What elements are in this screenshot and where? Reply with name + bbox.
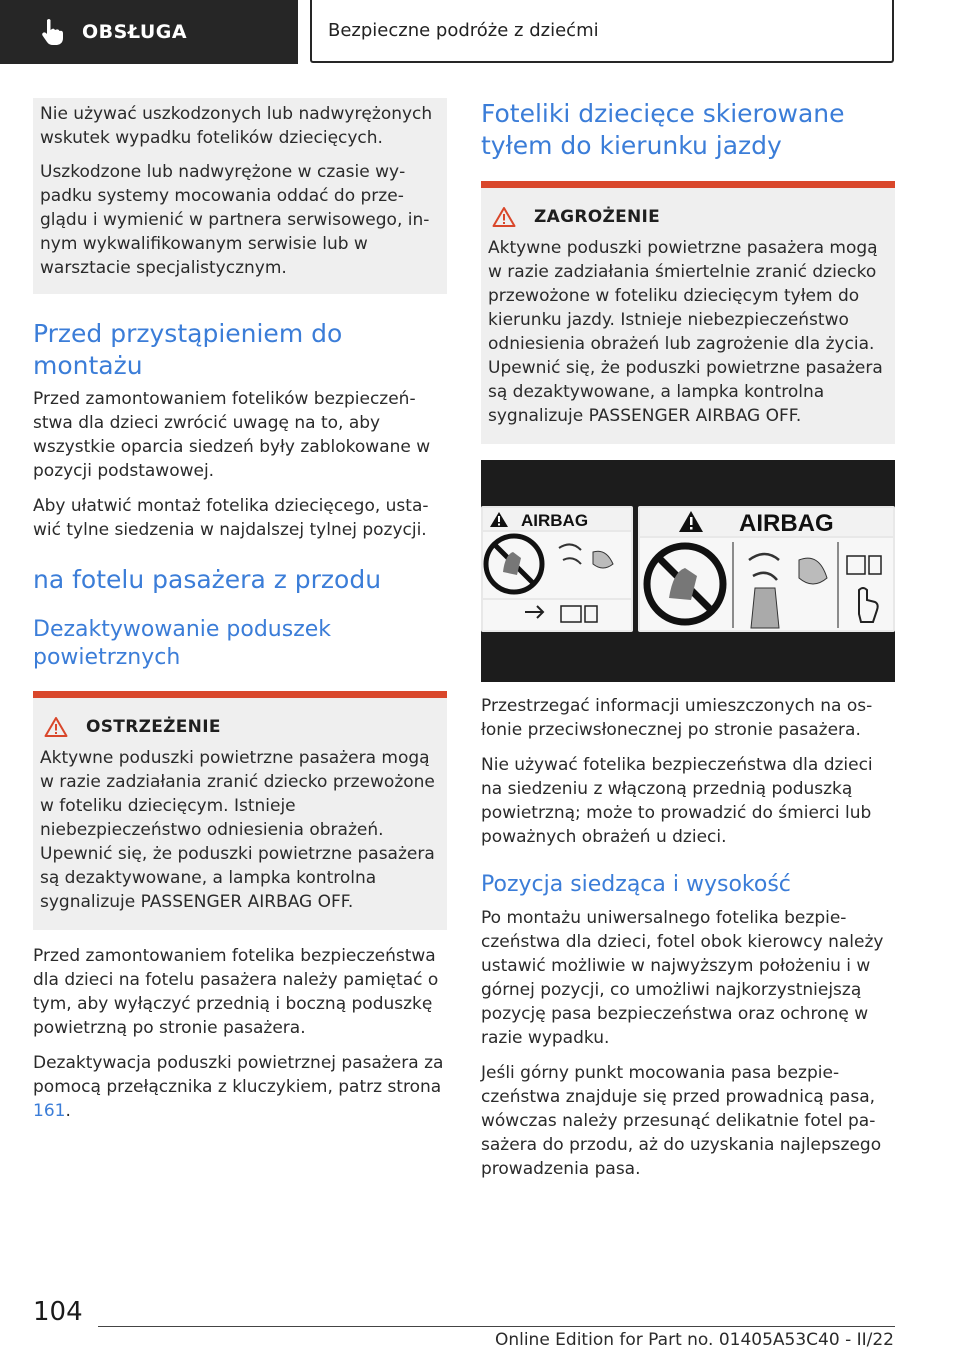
warning-text: Aktywne poduszki powietrzne pasażera mogą w razie zadziałania zranić dziecko przewożone w foteliku dziecięcym. Istnieje niebezpieczeństwo odniesienia obrażeń. Upewnić się, że poduszki powietrzne pasażera są dezaktywowane, a lampka kontrolna sygnalizuje PASSENGER AIRBAG OFF. bbox=[40, 748, 435, 912]
body-paragraph: Aby ułatwić montaż fotelika dziecięcego, ustawić tylne siedzenia w najdalszej tylnej pozycji. bbox=[33, 496, 429, 540]
body-paragraph: Przestrzegać informacji umieszczonych na osłonie przeciwsłonecznej po stronie pasażera. bbox=[481, 696, 873, 740]
section-heading: na fotelu pasażera z przodu bbox=[33, 565, 382, 594]
warning-box bbox=[33, 691, 447, 930]
large-label-text: AIRBAG bbox=[739, 510, 834, 537]
body-paragraph: Jeśli górny punkt mocowania pasa bezpieczeństwa znajduje się przed prowadnicą pasa, wówczas należy przesunąć delikatnie fotel pasażera do przodu, aż do uzyskania najlepszego prowadzenia pasa. bbox=[481, 1063, 882, 1179]
body-text: Dezaktywacja poduszki powietrznej pasażera za pomocą przełącznika z kluczykiem, patrz strona bbox=[33, 1053, 444, 1097]
section-heading: Foteliki dziecięce skierowane tyłem do kierunku jazdy bbox=[481, 99, 845, 160]
body-text-end: . bbox=[65, 1101, 71, 1121]
subsection-heading: Dezaktywowanie poduszek powietrznych bbox=[33, 617, 332, 670]
info-paragraph: Nie używać uszkodzonych lub nadwyrężonych wskutek wypadku fotelików dziecięcych. bbox=[40, 104, 433, 148]
body-paragraph: Nie używać fotelika bezpieczeństwa dla dzieci na siedzeniu z włączoną przednią poduszką powietrzną; może to prowadzić do śmierci lub poważnych obrażeń u dzieci. bbox=[481, 755, 873, 847]
airbag-label-photo bbox=[481, 460, 895, 682]
section-tab[interactable] bbox=[0, 0, 298, 64]
danger-box bbox=[481, 181, 895, 444]
footer-divider bbox=[98, 1326, 895, 1327]
warning-icon bbox=[492, 206, 516, 228]
info-paragraph: Uszkodzone lub nadwyrężone w czasie wypadku systemy mocowania oddać do przeglądu i wymienić w partnera serwisowego, innym wykwalifikowanym serwisie lub w warsztacie specjalistycznym. bbox=[40, 162, 430, 278]
body-paragraph: Przed zamontowaniem fotelika bezpieczeństwa dla dzieci na fotelu pasażera należy pamiętać o tym, aby wyłączyć przednią i boczną poduszkę powietrzną po stronie pasażera. bbox=[33, 946, 439, 1038]
page-link[interactable]: 161 bbox=[33, 1101, 66, 1121]
edition-text: Online Edition for Part no. 01405A53C40 - II/22 bbox=[494, 1330, 894, 1350]
info-box bbox=[33, 98, 447, 294]
body-paragraph: Po montażu uniwersalnego fotelika bezpieczeństwa dla dzieci, fotel obok kierowcy należy ustawić możliwie w najwyższym położeniu i w górnej pozycji, co umożliwi najkorzystniejszą pozycję pasa bezpieczeństwa oraz ochronę w razie wypadku. bbox=[481, 908, 884, 1048]
right-column bbox=[481, 98, 895, 1192]
chapter-header bbox=[310, 0, 894, 63]
page-number: 104 bbox=[33, 1297, 83, 1327]
section-heading: Przed przystąpieniem do montażu bbox=[33, 319, 343, 380]
body-paragraph bbox=[33, 1051, 447, 1123]
warning-title: OSTRZEŻENIE bbox=[86, 717, 221, 737]
danger-title: ZAGROŻENIE bbox=[534, 207, 661, 227]
hand-pointer-icon bbox=[38, 17, 68, 47]
airbag-label-illustration bbox=[481, 460, 895, 682]
small-label-text: AIRBAG bbox=[521, 511, 589, 530]
section-heading: Pozycja siedząca i wysokość bbox=[481, 872, 791, 897]
danger-text: Aktywne poduszki powietrzne pasażera mogą w razie zadziałania śmiertelnie zranić dziecko przewożone w foteliku dziecięcym tyłem do kierunku jazdy. Istnieje niebezpieczeństwo odniesienia obrażeń lub zagrożenie dla życia. Upewnić się, że poduszki powietrzne pasażera są dezaktywowane, a lampka kontrolna sygnalizuje PASSENGER AIRBAG OFF. bbox=[488, 238, 883, 426]
chapter-title: Bezpieczne podróże z dziećmi bbox=[328, 20, 599, 41]
body-paragraph: Przed zamontowaniem fotelików bezpieczeństwa dla dzieci zwrócić uwagę na to, aby wszystkie oparcia siedzeń były zablokowane w pozycji podstawowej. bbox=[33, 389, 431, 481]
warning-icon bbox=[44, 716, 68, 738]
left-column bbox=[33, 98, 447, 1134]
section-title: OBSŁUGA bbox=[82, 21, 188, 43]
